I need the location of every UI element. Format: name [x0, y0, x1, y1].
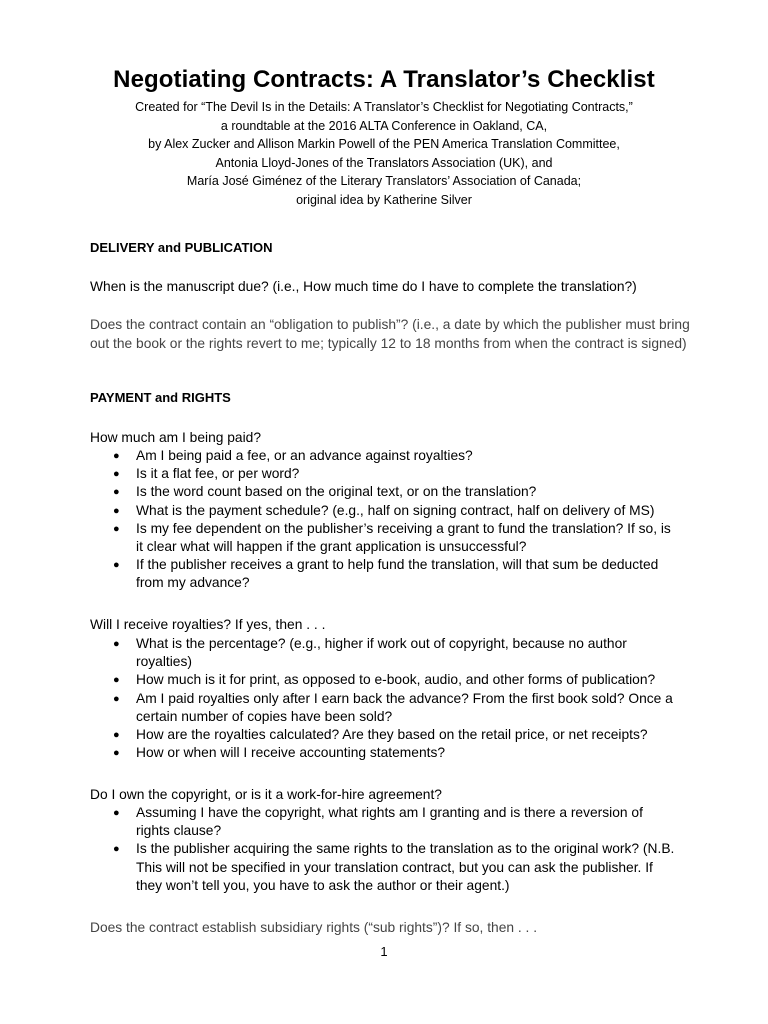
question-how-much-paid: How much am I being paid?	[90, 430, 262, 445]
list-item: ● Is the publisher acquiring the same rights to the translation as to the original work? (N.B. This will not be specified in your translation contract, but you can ask the publisher. If they won’t tell you, you have to ask the author or their agent.)	[113, 841, 675, 893]
section-heading-payment: PAYMENT and RIGHTS	[90, 390, 231, 405]
bullet-icon: ●	[113, 559, 120, 572]
section-heading-delivery: DELIVERY and PUBLICATION	[90, 240, 273, 255]
bullet-icon: ●	[113, 450, 120, 462]
page-number: 1	[380, 944, 388, 959]
question-subsidiary-rights: Does the contract establish subsidiary rights (“sub rights”)? If so, then . . .	[90, 920, 538, 935]
credits-line: Created for “The Devil Is in the Details: A Translator’s Checklist for Negotiating Contracts,”	[135, 100, 633, 114]
list-item: ● Is it a flat fee, or per word?	[136, 465, 676, 483]
list-item: ● Assuming I have the copyright, what rights am I granting and is there a reversion of rights clause?	[113, 805, 643, 839]
list-item: ● If the publisher receives a grant to help fund the translation, will that sum be deducted from my advance?	[113, 557, 659, 591]
paid-bullet-list	[113, 447, 676, 593]
credits-block	[0, 98, 768, 209]
bullet-icon: ●	[113, 747, 120, 760]
credits-line: a roundtable at the 2016 ALTA Conference in Oakland, CA,	[220, 118, 548, 133]
bullet-icon: ●	[113, 692, 120, 705]
list-item: ● Is the word count based on the original text, or on the translation?	[136, 483, 676, 501]
bullet-icon: ●	[113, 504, 120, 517]
credits-line: by Alex Zucker and Allison Markin Powell of the PEN America Translation Committee,	[148, 137, 620, 151]
list-item: ● What is the payment schedule? (e.g., half on signing contract, half on delivery of MS)	[136, 502, 676, 520]
bullet-icon: ●	[113, 843, 120, 856]
bullet-icon: ●	[113, 729, 120, 742]
question-manuscript-due: When is the manuscript due? (i.e., How much time do I have to complete the translation?)	[90, 279, 637, 294]
list-item: ● How or when will I receive accounting statements?	[136, 744, 676, 762]
list-item: ● Am I paid royalties only after I earn back the advance? From the first book sold? Once a certain number of copies have been sold?	[113, 690, 673, 724]
list-item: ● How much is it for print, as opposed to e-book, audio, and other forms of publication?	[136, 671, 676, 689]
list-item: ● Am I being paid a fee, or an advance against royalties?	[136, 447, 676, 465]
credits-line: original idea by Katherine Silver	[296, 192, 472, 207]
copyright-bullet-list	[113, 804, 676, 895]
bullet-icon: ●	[113, 486, 120, 499]
list-item: ● Is my fee dependent on the publisher’s receiving a grant to fund the translation? If so, is it clear what will happen if the grant application is unsuccessful?	[113, 520, 671, 555]
question-royalties: Will I receive royalties? If yes, then . . .	[90, 617, 326, 632]
credits-line: María José Giménez of the Literary Translators’ Association of Canada;	[186, 174, 582, 188]
bullet-icon: ●	[113, 674, 120, 687]
list-item: ● What is the percentage? (e.g., higher if work out of copyright, because no author royalties)	[113, 636, 627, 670]
bullet-icon: ●	[113, 522, 120, 535]
royalty-bullet-list	[113, 635, 676, 762]
list-item: ● How are the royalties calculated? Are they based on the retail price, or net receipts?	[136, 726, 676, 744]
credits-line: Antonia Lloyd-Jones of the Translators Association (UK), and	[215, 155, 553, 170]
question-copyright: Do I own the copyright, or is it a work-for-hire agreement?	[90, 787, 442, 802]
question-obligation-to-publish: Does the contract contain an “obligation to publish”? (i.e., a date by which the publisher must bring out the book or the rights revert to me; typically 12 to 18 months from when the contract is signed)	[90, 317, 690, 351]
bullet-icon: ●	[113, 468, 120, 481]
bullet-icon: ●	[113, 807, 120, 819]
bullet-icon: ●	[113, 638, 120, 650]
document-title: Negotiating Contracts: A Translator’s Checklist	[113, 66, 655, 93]
